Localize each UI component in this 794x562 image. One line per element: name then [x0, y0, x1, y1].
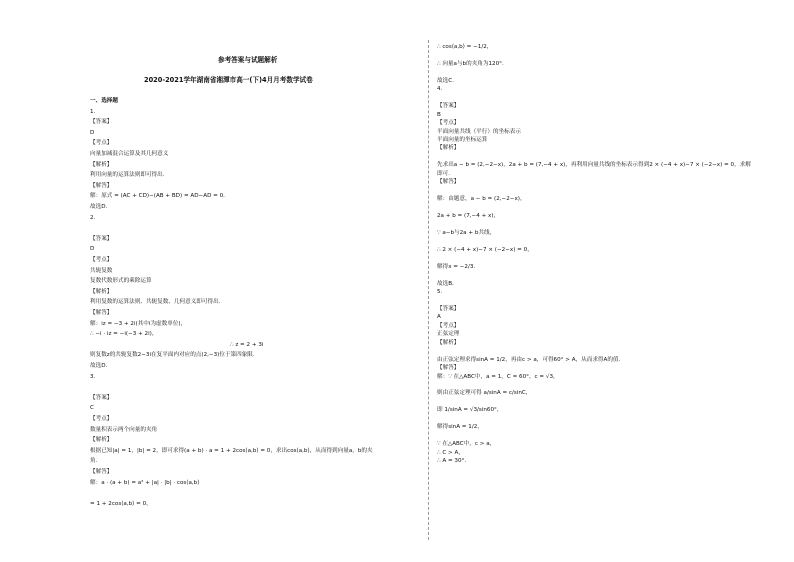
left-line: 根据已知|a| = 1，|b| = 2，即可求得(a + b) · a = 1 + 2cos⟨a,b⟩ = 0，求出cos⟨a,b⟩，从而得到向量a，b的夹 [90, 447, 373, 454]
right-line: 故选B. [437, 280, 454, 287]
left-line: 共轭复数 [90, 267, 113, 274]
right-line: 则由正弦定理可得 a/sinA = c/sinC， [437, 390, 532, 397]
left-line: ∴ −i · iz = −i(−3 + 2i)， [90, 331, 158, 338]
right-line: 即 1/sinA = √3/sin60°， [437, 407, 503, 414]
left-line: 1. [90, 108, 96, 115]
right-line: 平面向量的坐标运算 [437, 136, 488, 143]
left-line: 【解析】 [90, 288, 113, 295]
right-line: 解：∵ 在△ABC中，a = 1，C = 60°，c = √3， [437, 373, 559, 380]
right-line: B [437, 111, 441, 118]
left-line: 2. [90, 214, 96, 221]
right-line: 【解析】 [437, 145, 460, 152]
left-line: 向量加减混合运算及其几何意义 [90, 151, 169, 157]
left-line: 【考点】 [90, 257, 113, 263]
exam-subtitle: 2020-2021学年湖南省湘潭市高一(下)4月月考数学试卷 [144, 76, 313, 84]
right-line: 【解答】 [437, 365, 460, 372]
right-line: 故选C. [437, 77, 454, 84]
column-divider [428, 40, 430, 540]
right-line: 即可. [437, 170, 450, 177]
right-line: ∵ 在△ABC中，c > a， [437, 441, 496, 448]
right-line: 正弦定理 [437, 331, 460, 338]
left-line: 利用复数的运算法则、共轭复数、几何意义即可得出. [90, 299, 221, 306]
right-line: A [437, 314, 441, 321]
right-line: 【答案】 [437, 103, 460, 110]
right-line: 解：由题意，a − b = (2,−2−x)， [437, 196, 526, 203]
left-line: C [90, 405, 94, 412]
left-line: 【答案】 [90, 235, 113, 242]
left-line: 【答案】 [90, 394, 113, 401]
left-line: 【答案】 [90, 119, 113, 126]
right-line: 解得sinA = 1/2， [437, 424, 483, 431]
left-line: D [90, 129, 95, 136]
right-line: 【解答】 [437, 179, 460, 186]
left-line: ∴ z = 2 + 3i [230, 341, 264, 348]
right-line: ∴ cos⟨a,b⟩ = −1/2， [437, 44, 493, 50]
right-line: 平面向量共线（平行）的坐标表示 [437, 128, 521, 135]
right-line: ∴ A = 30°. [437, 458, 467, 465]
left-line: 一、选择题 [90, 98, 118, 104]
right-line: 5. [437, 289, 443, 296]
right-line: ∵ a−b与2a + b共线， [437, 229, 496, 236]
right-line: ∴ 2 × (−4 + x)−7 × (−2−x) = 0， [437, 246, 533, 253]
left-line: 【解答】 [90, 310, 113, 316]
left-line: 复数代数形式的乘除运算 [90, 278, 152, 285]
left-line: 【考点】 [90, 416, 113, 422]
left-line: 解：a · (a + b) = a² + |a| · |b| · cos⟨a,b⟩ [90, 479, 200, 486]
left-line: 3. [90, 373, 96, 380]
right-line: 【考点】 [437, 120, 460, 127]
left-line: 【解答】 [90, 469, 113, 475]
left-line: 角. [90, 458, 98, 465]
right-line: 由正弦定理求得sinA = 1/2，再由c > a，可得60° > A，从而求得A的值. [437, 356, 621, 363]
right-line: 先求出a − b = (2,−2−x)，2a + b = (7,−4 + x)，再利用向量共线的坐标表示得到2 × (−4 + x)−7 × (−2−x) = 0，求解 [437, 162, 751, 169]
left-line: 【解答】 [90, 182, 113, 189]
left-line: 则复数z的共轭复数2−3i在复平面内对应的点(2,−3)位于第四象限. [90, 352, 255, 359]
right-line: 【考点】 [437, 322, 460, 329]
left-line: 解：iz = −3 + 2i(其中i为虚数单位)， [90, 320, 187, 327]
right-line: 【解析】 [437, 339, 460, 346]
right-line: 【答案】 [437, 305, 460, 312]
left-line: 数量积表示两个向量的夹角 [90, 426, 158, 433]
right-line: 解得x = −2/3. [437, 263, 476, 270]
right-line: 4. [437, 86, 443, 93]
left-line: = 1 + 2cos⟨a,b⟩ = 0， [90, 500, 152, 507]
right-line: ∴ C > A， [437, 449, 464, 456]
left-line: 利用向量的运算法则即可得出. [90, 172, 165, 179]
left-line: D [90, 246, 95, 253]
right-line: 2a + b = (7,−4 + x)， [437, 213, 500, 219]
left-line: 故选D. [90, 363, 108, 369]
left-line: 故选D. [90, 204, 108, 210]
page-title: 参考答案与试题解析 [218, 56, 278, 64]
left-line: 【解析】 [90, 437, 113, 444]
right-line: ∴ 向量a与b的夹角为120°. [437, 60, 504, 67]
left-line: 【考点】 [90, 140, 113, 147]
left-line: 【解析】 [90, 161, 113, 168]
left-line: 解：原式 = (AC + CD)−(AB + BD) = AD−AD = 0. [90, 193, 225, 200]
